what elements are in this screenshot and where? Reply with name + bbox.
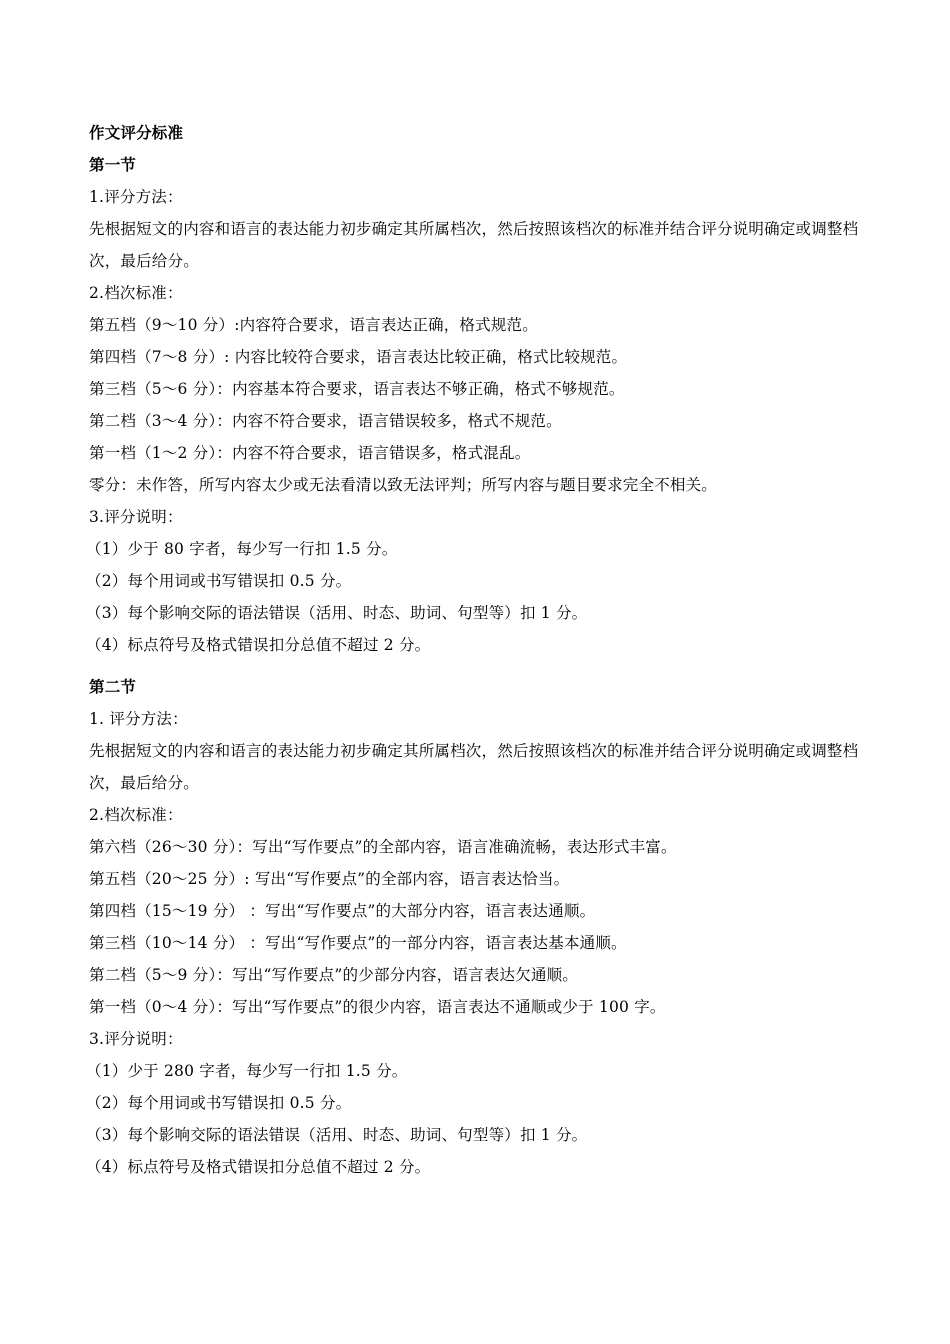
section1-level-1: 第一档（1～2 分）：内容不符合要求，语言错误多，格式混乱。 bbox=[89, 444, 531, 462]
section1-method-label: 1.评分方法： bbox=[89, 188, 183, 206]
section2-note-1: （1）少于 280 字者，每少写一行扣 1.5 分。 bbox=[86, 1062, 408, 1080]
section1-note-3: （3）每个影响交际的语法错误（活用、时态、助词、句型等）扣 1 分。 bbox=[86, 604, 588, 622]
section2-note-4: （4）标点符号及格式错误扣分总值不超过 2 分。 bbox=[86, 1158, 431, 1176]
section1-note-2: （2）每个用词或书写错误扣 0.5 分。 bbox=[86, 572, 352, 590]
section1-level-3: 第三档（5～6 分）：内容基本符合要求，语言表达不够正确，格式不够规范。 bbox=[89, 380, 625, 398]
section2-level-4: 第四档（15～19 分） ：写出“写作要点”的大部分内容，语言表达通顺。 bbox=[89, 902, 596, 920]
section1-level-2: 第二档（3～4 分）：内容不符合要求，语言错误较多，格式不规范。 bbox=[89, 412, 562, 430]
section2-method-label: 1. 评分方法： bbox=[89, 710, 188, 728]
section2-level-5: 第五档（20～25 分）: 写出“写作要点”的全部内容，语言表达恰当。 bbox=[89, 870, 570, 888]
document-page bbox=[86, 117, 879, 1183]
section1-level-5: 第五档（9～10 分）:内容符合要求，语言表达正确，格式规范。 bbox=[89, 316, 538, 334]
section1-level-zero: 零分：未作答，所写内容太少或无法看清以致无法评判；所写内容与题目要求完全不相关。 bbox=[89, 476, 718, 494]
section2-heading: 第二节 bbox=[89, 678, 137, 696]
section2-note-2: （2）每个用词或书写错误扣 0.5 分。 bbox=[86, 1094, 352, 1112]
section2-levels-label: 2.档次标准： bbox=[89, 806, 183, 824]
document-title: 作文评分标准 bbox=[89, 124, 184, 142]
section2-level-1: 第一档（0～4 分）：写出“写作要点”的很少内容，语言表达不通顺或少于 100 字。 bbox=[89, 998, 666, 1016]
section2-level-2: 第二档（5～9 分）：写出“写作要点”的少部分内容，语言表达欠通顺。 bbox=[89, 966, 579, 984]
section1-note-4: （4）标点符号及格式错误扣分总值不超过 2 分。 bbox=[86, 636, 431, 654]
section1-levels-label: 2.档次标准： bbox=[89, 284, 183, 302]
section2-notes-label: 3.评分说明： bbox=[89, 1030, 183, 1048]
section1-heading: 第一节 bbox=[89, 156, 137, 174]
section2-note-3: （3）每个影响交际的语法错误（活用、时态、助词、句型等）扣 1 分。 bbox=[86, 1126, 588, 1144]
section2-level-3: 第三档（10～14 分） ：写出“写作要点”的一部分内容，语言表达基本通顺。 bbox=[89, 934, 627, 952]
section1-level-4: 第四档（7～8 分）: 内容比较符合要求，语言表达比较正确，格式比较规范。 bbox=[89, 348, 628, 366]
section2-level-6: 第六档（26～30 分）：写出“写作要点”的全部内容，语言准确流畅，表达形式丰富。 bbox=[89, 838, 677, 856]
section2-method-text: 先根据短文的内容和语言的表达能力初步确定其所属档次，然后按照该档次的标准并结合评分说明确定或调整档次，最后给分。 bbox=[89, 742, 859, 792]
section1-note-1: （1）少于 80 字者，每少写一行扣 1.5 分。 bbox=[86, 540, 398, 558]
section1-method-text: 先根据短文的内容和语言的表达能力初步确定其所属档次，然后按照该档次的标准并结合评分说明确定或调整档次，最后给分。 bbox=[89, 220, 859, 270]
section1-notes-label: 3.评分说明： bbox=[89, 508, 183, 526]
